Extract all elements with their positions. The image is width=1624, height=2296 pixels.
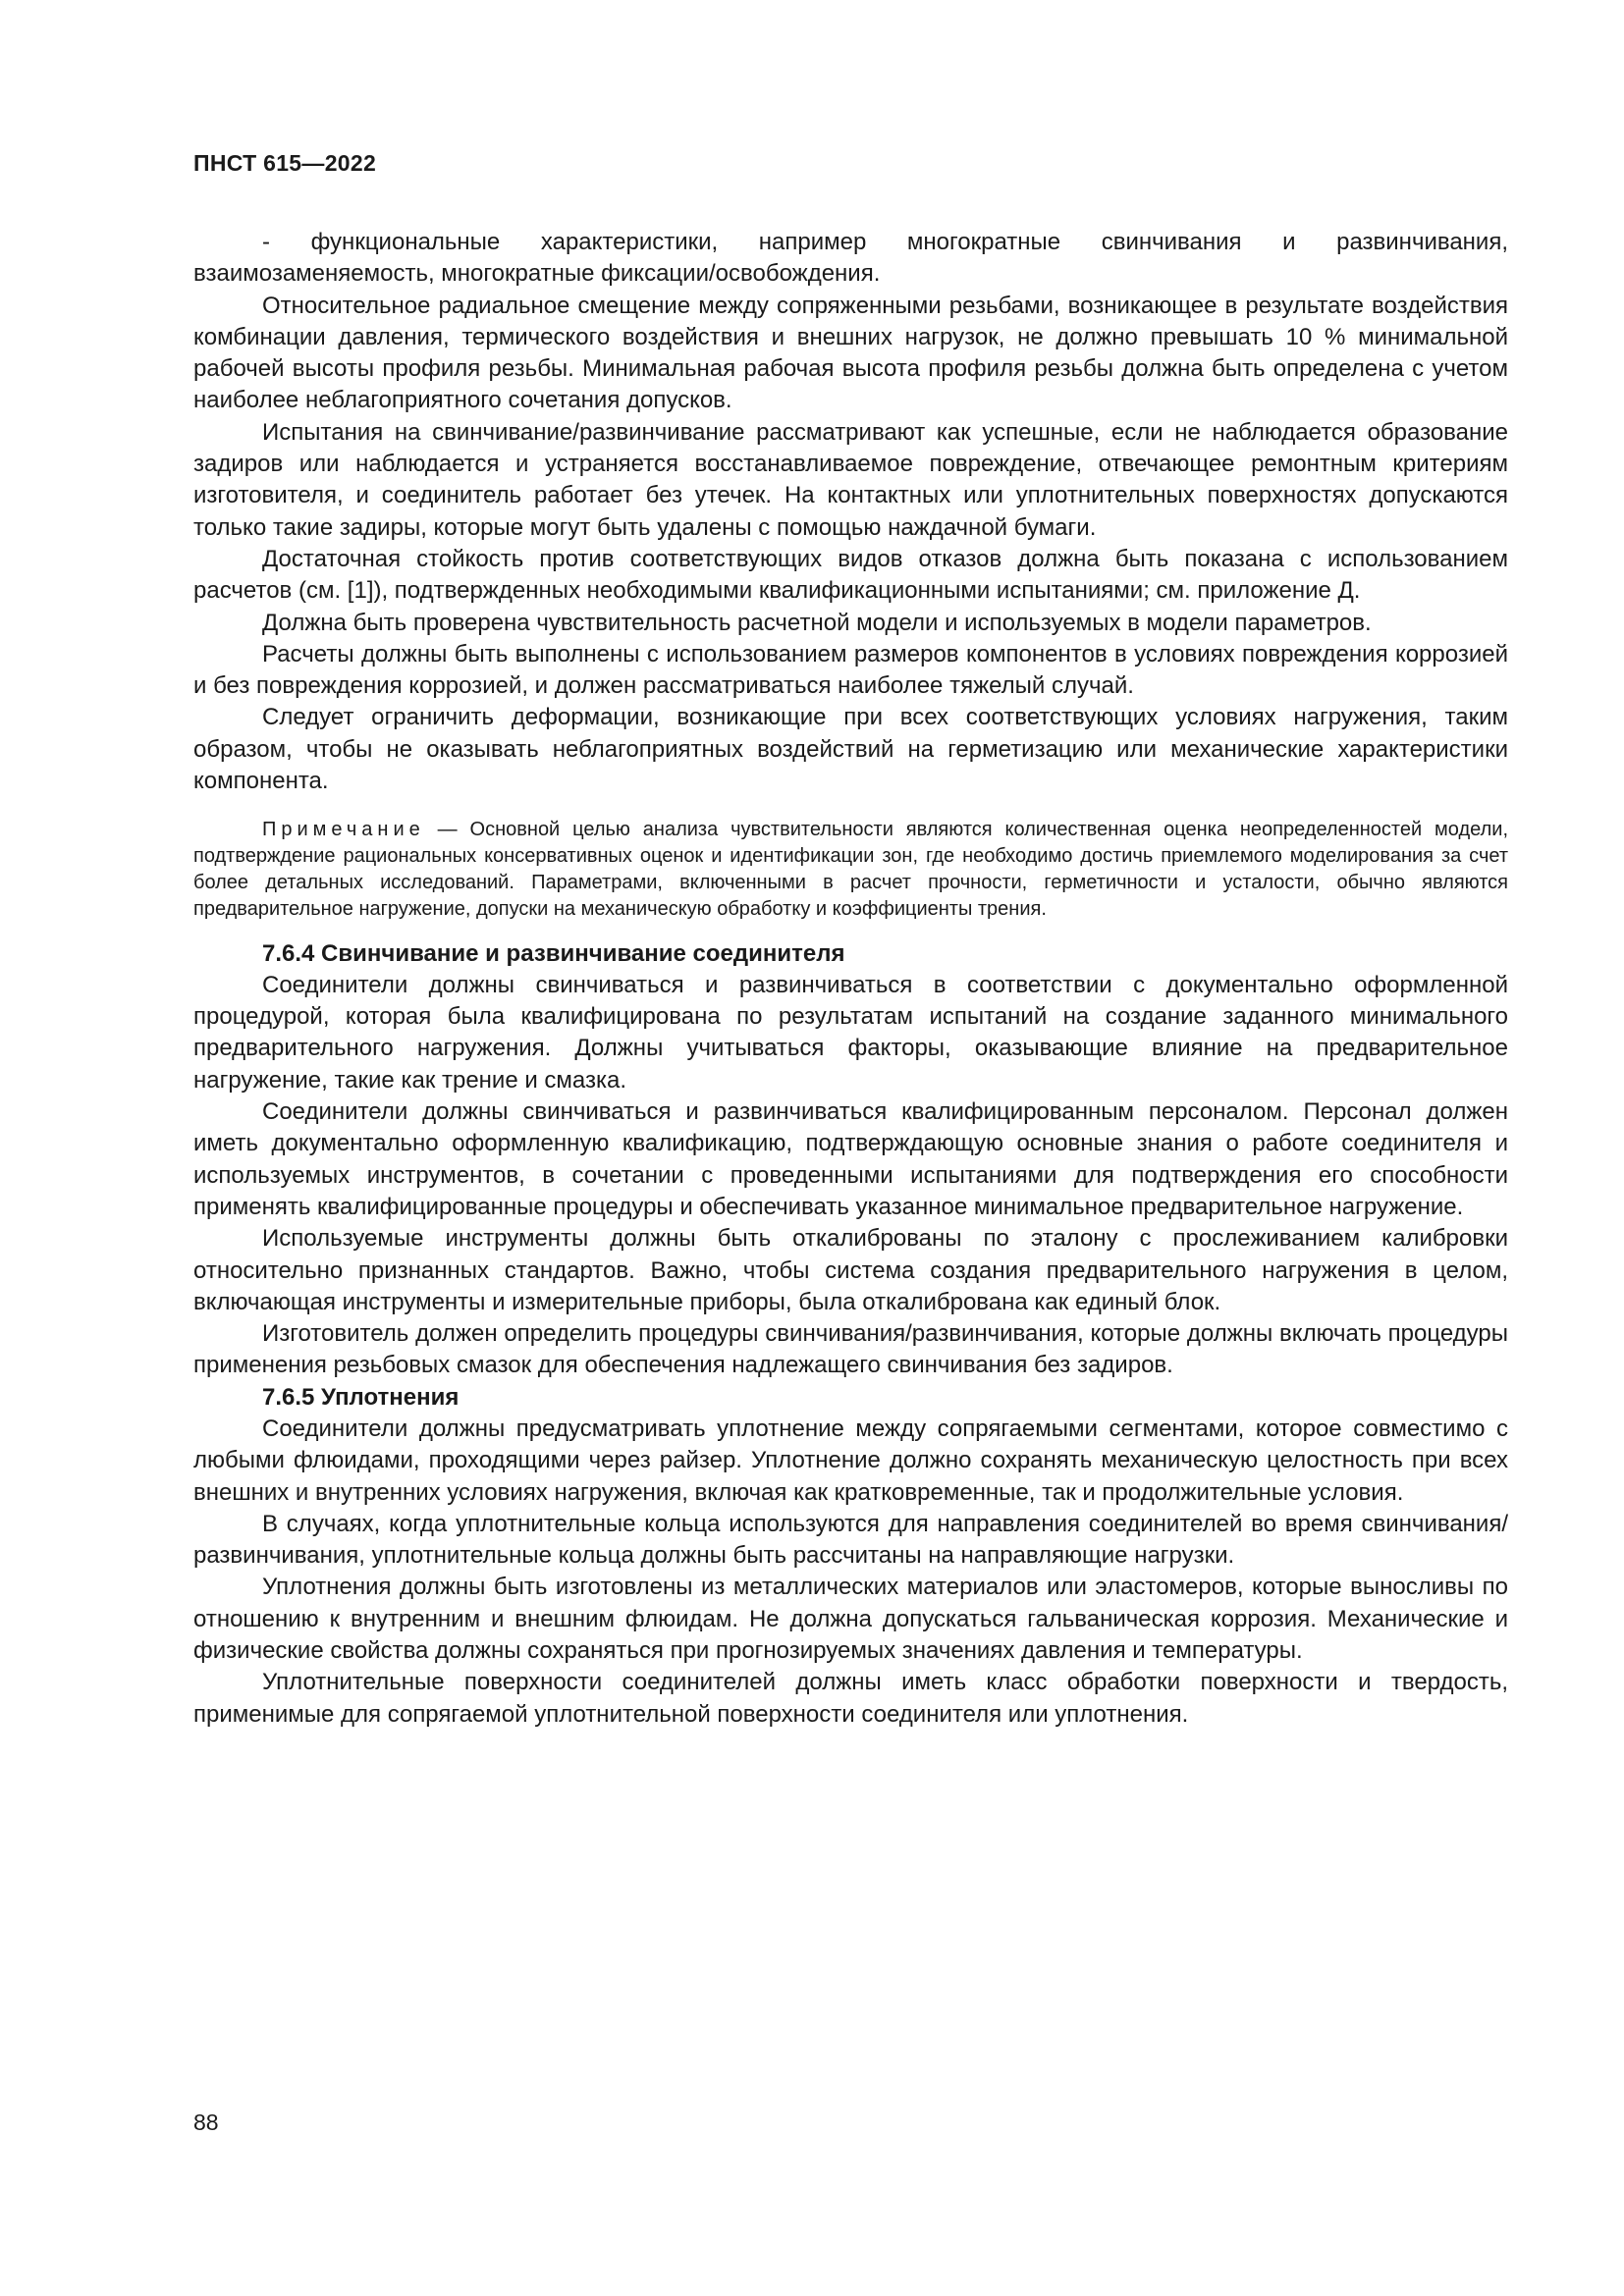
paragraph-corrosion-calculations: Расчеты должны быть выполнены с использованием размеров компонентов в условиях повреждения коррозией и без повреждения коррозией, и должен рассматриваться наиболее тяжелый случай. [193, 640, 1508, 700]
paragraph-model-sensitivity: Должна быть проверена чувствительность расчетной модели и используемых в модели параметров. [262, 609, 1372, 636]
paragraph-qualified-personnel: Соединители должны свинчиваться и развинчиваться квалифицированным персоналом. Персонал должен иметь документально оформленную квалификацию, подтверждающую основные знания о работе соединителя и используемых инструментов, в сочетании с проведенными испытаниями для подтверждения его способности применять квалифицированные процедуры и обеспечивать указанное минимальное предварительное нагружение. [193, 1098, 1508, 1220]
paragraph-seal-compatibility: Соединители должны предусматривать уплотнение между сопрягаемыми сегментами, которое совместимо с любыми флюидами, проходящими через райзер. Уплотнение должно сохранять механическую целостность при всех внешних и внутренних условиях нагружения, включая как кратковременные, так и продолжительные условия. [193, 1415, 1508, 1506]
paragraph-seal-rings-guiding: В случаях, когда уплотнительные кольца используются для направления соединителей во время свинчивания/развинчивания, уплотнительные кольца должны быть рассчитаны на направляющие нагрузки. [193, 1510, 1508, 1570]
note-label: Примечание [262, 819, 425, 841]
section-heading-7-6-4: 7.6.4 Свинчивание и развинчивание соединителя [262, 939, 845, 967]
paragraph-deformation-limits: Следует ограничить деформации, возникающие при всех соответствующих условиях нагружения, таким образом, чтобы не оказывать неблагоприятных воздействий на герметизацию или механические характеристики компонента. [193, 704, 1508, 795]
paragraph-makeup-procedure: Соединители должны свинчиваться и развинчиваться в соответствии с документально оформленной процедурой, которая была квалифицирована по результатам испытаний на создание заданного минимального предварительного нагружения. Должны учитываться факторы, оказывающие влияние на предварительное нагружение, такие как трение и смазка. [193, 971, 1508, 1094]
paragraph-radial-displacement: Относительное радиальное смещение между сопряженными резьбами, возникающее в результате воздействия комбинации давления, термического воздействия и внешних нагрузок, не должно превышать 10 % минимальной рабочей высоты профиля резьбы. Минимальная рабочая высота профиля резьбы должна быть определена с учетом наиболее неблагоприятного сочетания допусков. [193, 292, 1508, 414]
page-number: 88 [193, 2109, 219, 2135]
paragraph-failure-resistance: Достаточная стойкость против соответствующих видов отказов должна быть показана с использованием расчетов (см. [1]), подтвержденных необходимыми квалификационными испытаниями; см. приложение Д. [193, 545, 1508, 605]
paragraph-sealing-surfaces: Уплотнительные поверхности соединителей должны иметь класс обработки поверхности и твердость, применимые для сопрягаемой уплотнительной поверхности соединителя или уплотнения. [193, 1669, 1508, 1728]
paragraph-tool-calibration: Используемые инструменты должны быть откалиброваны по эталону с прослеживанием калибровки относительно признанных стандартов. Важно, чтобы система создания предварительного нагружения в целом, включающая инструменты и измерительные приборы, была откалибрована как единый блок. [193, 1225, 1508, 1315]
paragraph-makeup-tests: Испытания на свинчивание/развинчивание рассматривают как успешные, если не наблюдается образование задиров или наблюдается и устраняется восстанавливаемое повреждение, отвечающее ремонтным критериям изготовителя, и соединитель работает без утечек. На контактных или уплотнительных поверхностях допускаются только такие задиры, которые могут быть удалены с помощью наждачной бумаги. [193, 418, 1508, 541]
body-text [193, 227, 1508, 1731]
paragraph-manufacturer-procedures: Изготовитель должен определить процедуры свинчивания/развинчивания, которые должны включать процедуры применения резьбовых смазок для обеспечения надлежащего свинчивания без задиров. [193, 1320, 1508, 1379]
section-heading-7-6-5: 7.6.5 Уплотнения [262, 1383, 460, 1411]
paragraph-seal-materials: Уплотнения должны быть изготовлены из металлических материалов или эластомеров, которые выносливы по отношению к внутренним и внешним флюидам. Не должна допускаться гальваническая коррозия. Механические и физические свойства должны сохраняться при прогнозируемых значениях давления и температуры. [193, 1574, 1508, 1665]
document-code: ПНСТ 615—2022 [193, 150, 377, 176]
note-text: — Основной целью анализа чувствительности являются количественная оценка неопределенностей модели, подтверждение рациональных консервативных оценок и идентификации зон, где необходимо достичь приемлемого моделирования за счет более детальных исследований. Параметрами, включенными в расчет прочности, герметичности и усталости, обычно являются предварительное нагружение, допуски на механическую обработку и коэффициенты трения. [193, 819, 1508, 920]
paragraph-functional-characteristics: - функциональные характеристики, например многократные свинчивания и развинчивания, взаимозаменяемость, многократные фиксации/освобождения. [193, 229, 1508, 288]
note [193, 817, 1508, 922]
